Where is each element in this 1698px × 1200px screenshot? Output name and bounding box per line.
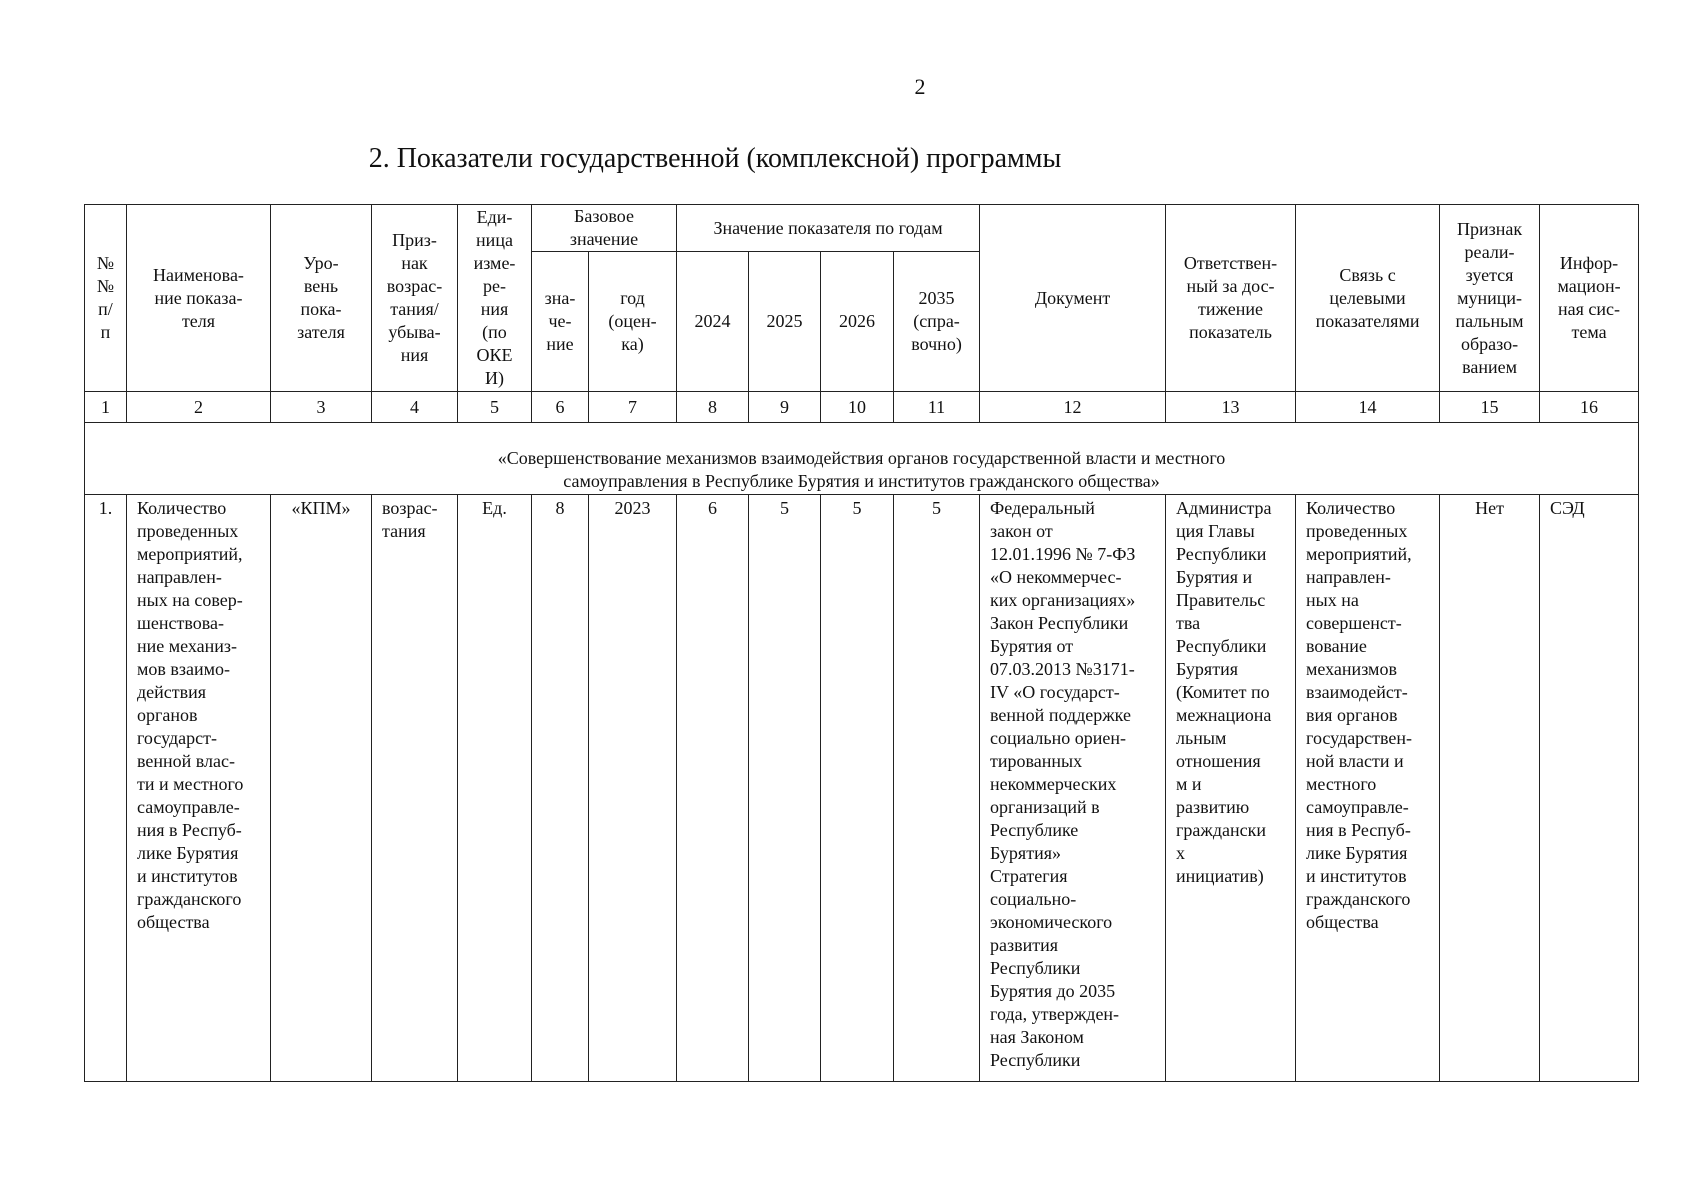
column-number: 2 [127,392,271,423]
header-years-group: Значение показателя по годам [677,205,980,252]
header-2035: 2035 (спра- вочно) [894,252,980,392]
header-document: Документ [980,205,1166,392]
row-base-value: 8 [532,495,589,1082]
page-title: 2. Показатели государственной (комплексной) программы [368,143,1062,174]
column-number: 11 [894,392,980,423]
header-base-value: зна- че- ние [532,252,589,392]
row-indicator-name: Количество проведенных мероприятий, направлен- ных на совер- шенствова- ние механиз- мов взаимо- действия органов государст- венной влас- ти и местного самоуправле- ния в Респуб- лике Бурятия и институтов гражданского общества [127,495,271,1082]
column-number: 7 [589,392,677,423]
row-value-2035: 5 [894,495,980,1082]
header-info-system: Инфор- мацион- ная сис- тема [1540,205,1639,392]
header-municipal: Признак реали- зуется муници- пальным образо- ванием [1440,205,1540,392]
column-number: 1 [85,392,127,423]
row-responsible: Администра ция Главы Республики Бурятия и Правительс тва Республики Бурятия (Комитет по межнациона льным отношения м и развитию граждански х инициатив) [1166,495,1296,1082]
header-trend: Приз- нак возрас- тания/ убыва- ния [372,205,458,392]
column-number: 15 [1440,392,1540,423]
column-number: 9 [749,392,821,423]
row-municipal: Нет [1440,495,1540,1082]
header-2024: 2024 [677,252,749,392]
section-title: «Совершенствование механизмов взаимодействия органов государственной власти и местного самоуправления в Республике Бурятия и институтов гражданского общества» [85,423,1639,495]
column-number: 5 [458,392,532,423]
column-numbers-row [85,392,1639,423]
column-number: 12 [980,392,1166,423]
row-base-year: 2023 [589,495,677,1082]
header-base-year: год (оцен- ка) [589,252,677,392]
header-2025: 2025 [749,252,821,392]
row-value-2026: 5 [821,495,894,1082]
column-number: 6 [532,392,589,423]
column-number: 10 [821,392,894,423]
row-document: Федеральный закон от 12.01.1996 № 7-ФЗ «О некоммерчес- ких организациях» Закон Республики Бурятия от 07.03.2013 №3171- IV «О государст- венной поддержке социально ориен- тированных некоммерческих организаций в Республике Бурятия» Стратегия социально- экономического развития Республики Бурятия до 2035 года, утвержден- ная Законом Республики [980,495,1166,1082]
header-link: Связь с целевыми показателями [1296,205,1440,392]
header-level: Уро- вень пока- зателя [271,205,372,392]
column-number: 16 [1540,392,1639,423]
header-responsible: Ответствен- ный за дос- тижение показатель [1166,205,1296,392]
header-base-group: Базовое значение [532,205,677,252]
row-trend: возрас- тания [372,495,458,1082]
row-value-2025: 5 [749,495,821,1082]
table-row [85,495,1639,1082]
page-number: 2 [914,74,926,99]
row-value-2024: 6 [677,495,749,1082]
row-num: 1. [85,495,127,1082]
column-number: 4 [372,392,458,423]
column-number: 3 [271,392,372,423]
row-unit: Ед. [458,495,532,1082]
row-level: «КПМ» [271,495,372,1082]
column-number: 8 [677,392,749,423]
indicators-table [84,204,1639,1082]
header-2026: 2026 [821,252,894,392]
row-info-system: СЭД [1540,495,1639,1082]
column-number: 14 [1296,392,1440,423]
header-unit: Еди- ница изме- ре- ния (по ОКЕ И) [458,205,532,392]
column-number: 13 [1166,392,1296,423]
header-name: Наименова- ние показа- теля [127,205,271,392]
row-link: Количество проведенных мероприятий, направлен- ных на совершенст- вование механизмов взаимодейст- вия органов государствен- ной власти и местного самоуправле- ния в Респуб- лике Бурятия и институтов гражданского общества [1296,495,1440,1082]
header-num: № № п/ п [85,205,127,392]
